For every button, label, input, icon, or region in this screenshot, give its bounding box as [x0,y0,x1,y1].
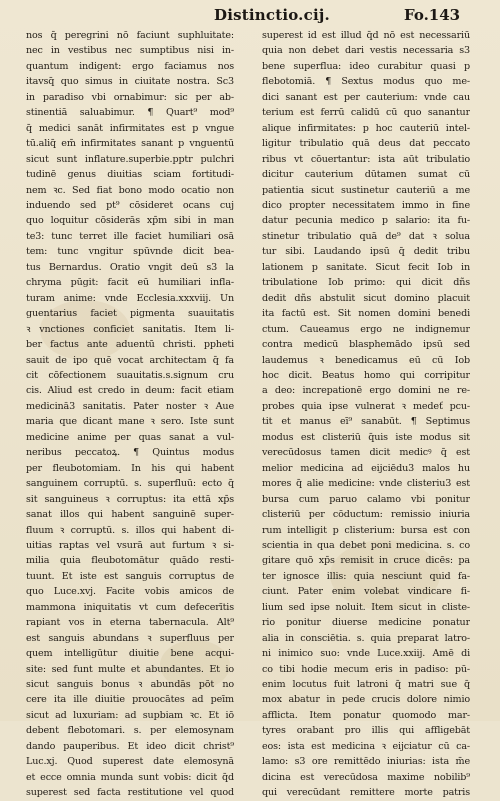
text-line: cis. Aliud est credo in deum: facit etiam [26,385,234,397]
text-line: probes quia ipse vulnerat ꝛ medeť pcu- [262,400,470,412]
text-line: cere ita ille diuitie prouocātes ad peīm [26,694,234,706]
text-line: nos q̄ peregrini nō faciunt suphluitate: [26,30,234,41]
text-line: sicut sunt inflature.superbie.pptr pulchri [26,153,234,165]
text-line: et ecce omnia munda sunt vobis: dicit q̄d [26,771,234,783]
text-line: clisteriū per cōductum: remissio iniuria [262,509,470,521]
text-line: mammona iniquitatis vt cum defecerītis [26,601,234,613]
text-line: ctum. Caueamus ergo ne indignemur [262,323,470,335]
text-line: sit sanguineus ꝛ corruptus: ita ettā xp̄s [26,493,234,505]
text-line: stinentiā saluabimur. ¶ Quart⁹ mod⁹ [26,107,234,119]
text-line: ligitur tribulatio quā deus dat peccato [262,138,470,150]
text-line: co tibi hodie mecum eris in padiso: pū- [262,663,470,675]
text-line: ber factus ante aduentū christi. ppheti [26,339,234,351]
text-line: quem intelligūtur diuitie bene acqui- [26,648,234,660]
text-line: sicut sanguis bonus ꝛ abundās pōt no [26,679,234,691]
text-line: lamo: s3 ore remittēdo iniurias: ista m̄e [262,756,470,768]
text-line: superest id est illud q̄d nō est necessariū [262,30,470,41]
text-line: alia in consciētia. s. quia preparat latro- [262,632,470,644]
text-line: scientia in qua debet poni medicina. s. co [262,539,470,551]
text-line: quo Luce.xvj. Facite vobis amicos de [26,586,234,598]
text-line: rio ponitur diuerse medicine ponatur [262,617,470,629]
text-line: sanguinem corruptū. s. superfluū: ecto q̄ [26,478,234,490]
text-line: nem ꝛc. Sed fiat bono modo ocatio non [26,184,234,196]
text-line: guentarius faciet pigmenta suauitatis [26,308,234,320]
text-line: ter ignosce illis: quia nesciunt quid fa- [262,570,470,582]
text-line: cit cōfectionem suauitatis.s.signum cru [26,369,234,381]
text-line: eos: ista est medicina ꝛ eijciatur cū ca- [262,740,470,752]
text-line: debent flebotomari. s. per elemosynam [26,725,234,737]
text-line: per fleubotomiam. In his qui habent [26,462,234,474]
text-line: tur sibi. Laudando ipsū q̄ dedit tribu [262,246,470,258]
text-line: flebotomiā. ¶ Sextus modus quo me- [262,76,470,88]
text-line: tū.aliq̄ em̄ infirmitates sanant p vnguentū [26,138,234,150]
text-line: tribulatione Iob primo: qui dicit dñs [262,277,470,289]
text-line: qui verecūdant remittere morte patris [262,787,470,799]
text-line: mores q̄ alie medicine: vnde clisteriu3 est [262,478,470,490]
text-line: turam anime: vnde Ecclesia.xxxviij. Un [26,292,234,304]
text-line: ni inimico suo: vnde Luce.xxiij. Amē di [262,648,470,660]
text-line: superest sed facta restitutione vel quod [26,787,234,799]
text-line: fluum ꝛ corruptū. s. illos qui habent di- [26,524,234,536]
text-line: ꝛ vnctiones conficiet sanitatis. Item li- [26,323,234,335]
text-line: laudemus ꝛ benedicamus eū cū Iob [262,354,470,366]
text-line: site: sed funt multe et abundantes. Et io [26,663,234,675]
text-line: ita factū est. Sit nomen domini benedi [262,308,470,320]
text-line: neribus peccatoꝝ. ¶ Quintus modus [26,447,234,459]
text-line: sauit de ipo quē vocat architectam q̄ fa [26,354,234,366]
text-line: tyres orabant pro illis qui affligebāt [262,725,470,737]
text-line: verecūdosus tamen dicit medicꝰ q̄ est [262,447,470,459]
text-line: est sanguis abundans ꝛ superfluus per [26,632,234,644]
distinction-heading: Distinctio.cij. [214,6,330,24]
text-line: quantum indigent: ergo faciamus nos [26,60,234,72]
text-line: dico propter necessitatem immo in fine [262,199,470,211]
text-line: alique infirmitates: p hoc cauteriū intel- [262,122,470,134]
text-line: quo loquitur cōsiderās xp̄m sibi in man [26,215,234,227]
text-line: bene superflua: ideo curabitur quasi p [262,60,470,72]
text-line: mox abatur in pede crucis dolore nimio [262,694,470,706]
text-line: ciunt. Pater enim volebat vindicare fi- [262,586,470,598]
text-line: q̄ medici sanāt infirmitates est p vngue [26,122,234,134]
text-line: terium est ferrū calidū cū quo sanantur [262,107,470,119]
right-text-column [262,28,470,801]
text-line: Luc.xj. Quod superest date elemosynā [26,756,234,768]
text-line: dicina est verecūdosa maxime nobilib⁹ [262,771,470,783]
text-line: tem: tunc vngitur spūvnde dicit bea- [26,246,234,258]
text-line: bursa cum paruo calamo vbi ponitur [262,493,470,505]
text-line: sanat illos qui habent sanguinē super- [26,509,234,521]
text-line: contra medicū blasphemādo ipsū sed [262,339,470,351]
text-line: dedit dñs abstulit sicut domino placuit [262,292,470,304]
left-text-column [26,28,234,801]
text-line: afflicta. Item ponatur quomodo mar- [262,709,470,721]
text-line: sicut ad luxuriam: ad supbiam ꝛc. Et iō [26,709,234,721]
text-line: te3: tunc terret ille faciet humiliari osā [26,230,234,242]
text-line: gitare quō xp̄s remisit in cruce dicēs: pa [262,555,470,567]
text-line: datur pecunia medico p salario: ita fu- [262,215,470,227]
folio-number: Fo.143 [404,6,461,24]
text-line: maria que dicant mane ꝛ sero. Iste sunt [26,416,234,428]
text-line: dicitur cauterium dūtamen sumat cū [262,169,470,181]
text-line: tudinē genus diuitias sciam fortitudi- [26,169,234,181]
text-line: induendo sed pt⁹ cōsideret ocans cuj [26,199,234,211]
text-line: chryma pūgit: facit eū humiliari infla- [26,277,234,289]
text-line: nec in vestibus nec sumptibus nisi in- [26,45,234,57]
text-line: tit et manus eī⁹ sanabūt. ¶ Septimus [262,416,470,428]
text-line: enim locutus fuit latroni q̄ matri sue q̄ [262,679,470,691]
text-line: a deo: increpationē ergo domini ne re- [262,385,470,397]
text-line: ribus vt cōuertantur: ista aūt tribulatio [262,153,470,165]
text-line: tuunt. Et iste est sanguis corruptus de [26,570,234,582]
text-line: lationem p sanitate. Sicut fecit Iob in [262,261,470,273]
text-line: dando pauperibus. Et ideo dicit christ⁹ [26,740,234,752]
text-line: in paradiso vbi ornabimur: sic per ab- [26,91,234,103]
running-header [0,6,500,26]
text-line: hoc dicit. Beatus homo qui corripitur [262,369,470,381]
text-line: itavsq̄ quo simus in ciuitate nostra. Sc3 [26,76,234,88]
text-line: medicine anime per quas sanat a vul- [26,431,234,443]
text-line: modus est clisteriū q̄uis iste modus sit [262,431,470,443]
text-line: quia non debet dari vestis necessaria s3 [262,45,470,57]
text-line: melior medicina ad eijciēdu3 malos hu [262,462,470,474]
text-line: patientia sicut sustinetur cauteriū a me [262,184,470,196]
text-line: rum intelligit p clisterium: bursa est con [262,524,470,536]
text-line: tus Bernardus. Oratio vngit deū s3 la [26,261,234,273]
text-line: lium sed ipse noluit. Item sicut in cliste- [262,601,470,613]
text-line: medicinā3 sanitatis. Pater noster ꝛ Aue [26,400,234,412]
text-line: dici sanant est per cauterium: vnde cau [262,91,470,103]
text-line: uitias raptas vel vsurā aut furtum ꝛ si- [26,539,234,551]
text-line: stinetur tribulatio quā de⁹ dat ꝛ solua [262,230,470,242]
text-line: rapiant vos in eterna tabernacula. Alt⁹ [26,617,234,629]
text-line: milia quia fleubotomātur quādo resti- [26,555,234,567]
